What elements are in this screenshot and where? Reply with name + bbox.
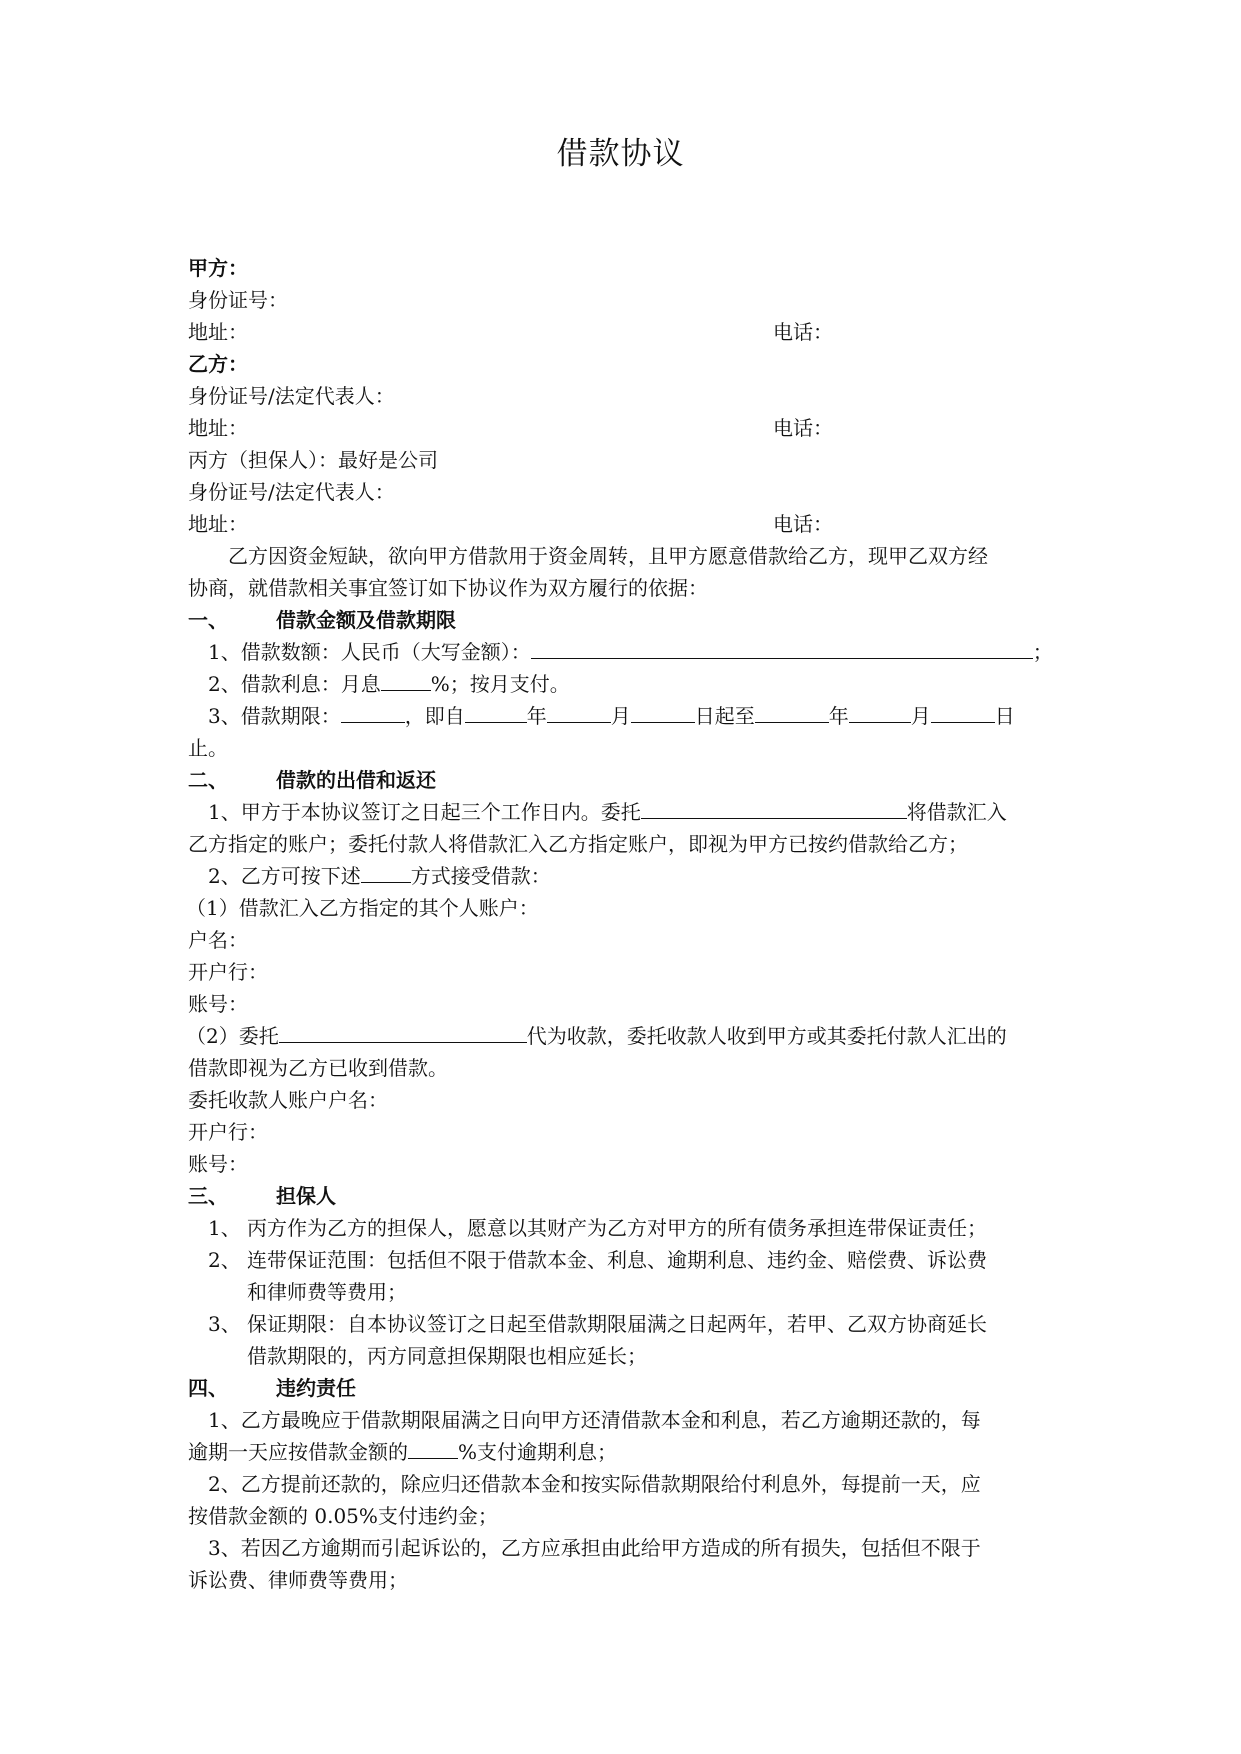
section-1-title: 借款金额及借款期限 (276, 608, 456, 632)
late-rate-blank[interactable] (408, 1436, 458, 1459)
loan-amount-blank[interactable] (531, 636, 1033, 659)
section-4-title: 违约责任 (276, 1376, 356, 1400)
party-b-label: 乙方： (188, 352, 248, 376)
bank-name: 开户行： (188, 960, 268, 984)
section-3-item-2-line-2: 和律师费等费用； (247, 1280, 407, 1304)
party-b-contact-row (188, 412, 1088, 444)
end-day-unit: 日 (994, 704, 1015, 728)
method-label: 2、乙方可按下述 (208, 864, 361, 888)
section-3-heading (188, 1180, 336, 1212)
option-2-label: （2）委托 (186, 1024, 279, 1048)
section-3-item-3-number: 3、 (208, 1312, 241, 1336)
end-month-blank[interactable] (849, 700, 911, 723)
section-2-item-1 (208, 796, 1007, 828)
section-3-item-1-number: 1、 (208, 1216, 241, 1240)
section-2-item-1-line-2: 乙方指定的账户；委托付款人将借款汇入乙方指定账户，即视为甲方已按约借款给乙方； (188, 832, 968, 856)
intro-line-2: 协商，就借款相关事宜签订如下协议作为双方履行的依据： (188, 576, 708, 600)
section-3-item-3-line-1: 保证期限：自本协议签订之日起至借款期限届满之日起两年，若甲、乙双方协商延长 (247, 1312, 987, 1336)
section-3-item-3-line-2: 借款期限的，丙方同意担保期限也相应延长； (247, 1344, 647, 1368)
section-3-item-2-number: 2、 (208, 1248, 241, 1272)
start-year-blank[interactable] (465, 700, 527, 723)
section-3-item-1: 丙方作为乙方的担保人，愿意以其财产为乙方对甲方的所有债务承担连带保证责任； (247, 1216, 987, 1240)
section-2-item-2 (208, 860, 551, 892)
account-number: 账号： (188, 992, 248, 1016)
section-4-heading (188, 1372, 356, 1404)
party-c-label: 丙方（担保人）：最好是公司 (188, 448, 438, 472)
section-3-number: 三、 (188, 1184, 228, 1208)
proxy-bank-name: 开户行： (188, 1120, 268, 1144)
party-a-label: 甲方： (188, 256, 248, 280)
start-year-unit: 年 (526, 704, 547, 728)
party-c-phone: 电话： (773, 512, 833, 536)
section-4-number: 四、 (188, 1376, 228, 1400)
section-4-item-3-line-1: 3、若因乙方逾期而引起诉讼的，乙方应承担由此给甲方造成的所有损失，包括但不限于 (208, 1536, 981, 1560)
option-2 (186, 1020, 1007, 1052)
section-1-item-2 (208, 668, 570, 700)
party-b-address: 地址： (188, 416, 248, 440)
party-b-phone: 电话： (773, 416, 833, 440)
document-title: 借款协议 (556, 136, 685, 172)
party-a-contact-row (188, 316, 1088, 348)
section-1-number: 一、 (188, 608, 228, 632)
option-1: （1）借款汇入乙方指定的其个人账户： (186, 896, 539, 920)
entrusted-payer-blank[interactable] (641, 796, 907, 819)
term-from: ，即自 (404, 704, 465, 728)
interest-suffix: %；按月支付。 (430, 672, 570, 696)
section-3-item-2-line-1: 连带保证范围：包括但不限于借款本金、利息、逾期利息、违约金、赔偿费、诉讼费 (247, 1248, 987, 1272)
party-a-phone: 电话： (773, 320, 833, 344)
party-a-id: 身份证号： (188, 288, 288, 312)
party-b-id: 身份证号/法定代表人： (188, 384, 395, 408)
term-label: 3、借款期限： (208, 704, 341, 728)
section-1-item-3-end: 止。 (188, 736, 228, 760)
proxy-account-number: 账号： (188, 1152, 248, 1176)
section-2-heading (188, 764, 436, 796)
account-name: 户名： (188, 928, 248, 952)
loan-amount-label: 1、借款数额：人民币（大写金额）： (208, 640, 531, 664)
party-c-id: 身份证号/法定代表人： (188, 480, 395, 504)
end-month-unit: 月 (910, 704, 931, 728)
start-day-blank[interactable] (631, 700, 695, 723)
late-rate-suffix: %支付逾期利息； (458, 1440, 618, 1464)
method-suffix: 方式接受借款： (410, 864, 551, 888)
entrust-suffix: 将借款汇入 (906, 800, 1007, 824)
start-month-unit: 月 (610, 704, 631, 728)
section-1-item-3 (208, 700, 1015, 732)
section-4-item-1-line-1: 1、乙方最晚应于借款期限届满之日向甲方还清借款本金和利息，若乙方逾期还款的，每 (208, 1408, 981, 1432)
collection-agent-blank[interactable] (279, 1020, 527, 1043)
end-year-unit: 年 (828, 704, 849, 728)
section-1-item-1 (208, 636, 1053, 668)
section-4-item-2-line-2: 按借款金额的 0.05%支付违约金； (188, 1504, 498, 1528)
section-1-heading (188, 604, 456, 636)
entrust-label: 1、甲方于本协议签订之日起三个工作日内。委托 (208, 800, 641, 824)
end-day-blank[interactable] (931, 700, 995, 723)
party-c-address: 地址： (188, 512, 248, 536)
start-day-unit: 日起至 (694, 704, 755, 728)
proxy-account-name: 委托收款人账户户名： (188, 1088, 388, 1112)
section-4-item-1-line-2 (188, 1436, 617, 1468)
section-4-item-2-line-1: 2、乙方提前还款的，除应归还借款本金和按实际借款期限给付利息外，每提前一天，应 (208, 1472, 981, 1496)
term-blank[interactable] (341, 700, 405, 723)
option-2-suffix: 代为收款，委托收款人收到甲方或其委托付款人汇出的 (526, 1024, 1007, 1048)
party-c-contact-row (188, 508, 1088, 540)
section-4-item-3-line-2: 诉讼费、律师费等费用； (188, 1568, 408, 1592)
section-2-title: 借款的出借和返还 (276, 768, 436, 792)
start-month-blank[interactable] (547, 700, 611, 723)
party-a-address: 地址： (188, 320, 248, 344)
end-year-blank[interactable] (755, 700, 829, 723)
late-rate-label: 逾期一天应按借款金额的 (188, 1440, 408, 1464)
section-2-number: 二、 (188, 768, 228, 792)
section-3-title: 担保人 (276, 1184, 336, 1208)
intro-line-1: 乙方因资金短缺，欲向甲方借款用于资金周转，且甲方愿意借款给乙方，现甲乙双方经 (228, 544, 988, 568)
interest-rate-blank[interactable] (381, 668, 431, 691)
interest-label: 2、借款利息：月息 (208, 672, 381, 696)
loan-amount-suffix: ； (1032, 640, 1053, 664)
option-2-line-2: 借款即视为乙方已收到借款。 (188, 1056, 448, 1080)
method-blank[interactable] (361, 860, 411, 883)
